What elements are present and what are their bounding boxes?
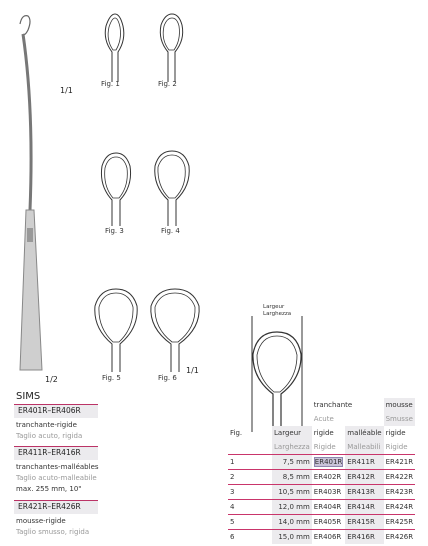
row-fig: 6 bbox=[228, 530, 272, 545]
group-3-desc-it: Taglio smusso, rigida bbox=[16, 528, 90, 536]
row-code-mousse: ER422R bbox=[384, 470, 416, 485]
curette-instrument-drawing bbox=[0, 0, 70, 380]
row-width: 12,0 mm bbox=[272, 500, 312, 515]
row-code-malleable: ER416R bbox=[345, 530, 383, 545]
table-row bbox=[228, 455, 415, 470]
group-header-tranchante: tranchante bbox=[313, 401, 353, 409]
fig-4-tip bbox=[150, 148, 194, 228]
row-code-malleable: ER412R bbox=[345, 470, 383, 485]
width-label-fr: Largeur bbox=[263, 304, 285, 310]
table-row bbox=[228, 500, 415, 515]
row-code-mousse: ER425R bbox=[384, 515, 416, 530]
col-header-rigide-it: Rigide bbox=[313, 443, 336, 451]
row-code-malleable: ER414R bbox=[345, 500, 383, 515]
row-width: 14,0 mm bbox=[272, 515, 312, 530]
fig-4-label: Fig. 4 bbox=[161, 227, 180, 235]
scale-label-handle: 1/2 bbox=[45, 375, 58, 384]
row-width: 15,0 mm bbox=[272, 530, 312, 545]
row-fig: 3 bbox=[228, 485, 272, 500]
row-code-malleable: ER411R bbox=[345, 455, 383, 470]
fig-2-label: Fig. 2 bbox=[158, 80, 177, 88]
fig-1-tip bbox=[100, 12, 130, 84]
group-2-max-length: max. 255 mm, 10" bbox=[16, 485, 82, 493]
row-code-mousse: ER421R bbox=[384, 455, 416, 470]
fig-5-tip bbox=[90, 286, 142, 374]
row-width: 10,5 mm bbox=[272, 485, 312, 500]
row-code-malleable: ER413R bbox=[345, 485, 383, 500]
fig-2-tip bbox=[155, 12, 189, 84]
table-header-sub-it bbox=[228, 440, 415, 455]
row-code-rigide: ER406R bbox=[312, 530, 346, 545]
spec-table-wrapper bbox=[228, 398, 415, 544]
table-header-sub bbox=[228, 426, 415, 440]
row-code-rigide: ER403R bbox=[312, 485, 346, 500]
row-fig: 4 bbox=[228, 500, 272, 515]
col-header-fig: Fig. bbox=[230, 429, 243, 437]
instrument-name: SIMS bbox=[16, 391, 41, 402]
col-header-rigide-2: rigide bbox=[385, 429, 406, 437]
curette-shaft bbox=[23, 34, 31, 210]
group-1-code: ER401R–ER406R bbox=[14, 404, 98, 418]
col-header-rigide-2-it: Rigide bbox=[385, 443, 408, 451]
col-header-malleable: malléable bbox=[345, 426, 383, 440]
row-code-rigide: ER405R bbox=[312, 515, 346, 530]
row-fig: 5 bbox=[228, 515, 272, 530]
width-label-it: Larghezza bbox=[263, 311, 292, 317]
col-header-width-it: Larghezza bbox=[272, 440, 312, 455]
scale-label-fig6: 1/1 bbox=[186, 366, 199, 375]
row-code-mousse: ER426R bbox=[384, 530, 416, 545]
row-fig: 1 bbox=[228, 455, 272, 470]
col-header-malleable-it: Malleabili bbox=[345, 440, 383, 455]
row-fig: 2 bbox=[228, 470, 272, 485]
table-row bbox=[228, 470, 415, 485]
scale-label-top: 1/1 bbox=[60, 86, 73, 95]
group-3-desc-fr: mousse-rigide bbox=[16, 517, 66, 525]
group-header-mousse-it: Smusse bbox=[384, 412, 416, 426]
fig-6-label: Fig. 6 bbox=[158, 374, 177, 382]
row-code-rigide: ER402R bbox=[312, 470, 346, 485]
row-code-malleable: ER415R bbox=[345, 515, 383, 530]
table-header-group bbox=[228, 398, 415, 412]
handle-brand-mark bbox=[27, 228, 33, 242]
row-width: 7,5 mm bbox=[272, 455, 312, 470]
group-2-desc-it: Taglio acuto-malleabile bbox=[16, 474, 97, 482]
group-2-desc-fr: tranchantes-malléables bbox=[16, 463, 99, 471]
spec-table bbox=[228, 398, 415, 544]
group-1-desc-fr: tranchante-rigide bbox=[16, 421, 77, 429]
fig-3-tip bbox=[96, 150, 136, 228]
row-width: 8,5 mm bbox=[272, 470, 312, 485]
fig-3-label: Fig. 3 bbox=[105, 227, 124, 235]
col-header-width: Largeur bbox=[272, 426, 312, 440]
row-code-rigide: ER404R bbox=[312, 500, 346, 515]
group-header-mousse: mousse bbox=[384, 398, 416, 412]
table-header-group-it bbox=[228, 412, 415, 426]
row-code-rigide: ER401R bbox=[314, 458, 343, 466]
group-2-code: ER411R–ER416R bbox=[14, 446, 98, 460]
group-1-desc-it: Taglio acuto, rigida bbox=[16, 432, 83, 440]
group-header-tranchante-it: Acute bbox=[313, 415, 334, 423]
table-row bbox=[228, 530, 415, 545]
table-row bbox=[228, 485, 415, 500]
group-3-code: ER421R–ER426R bbox=[14, 500, 98, 514]
row-code-mousse: ER423R bbox=[384, 485, 416, 500]
fig-5-label: Fig. 5 bbox=[102, 374, 121, 382]
row-code-mousse: ER424R bbox=[384, 500, 416, 515]
col-header-rigide: rigide bbox=[313, 429, 334, 437]
fig-6-tip bbox=[146, 286, 204, 374]
curette-loop-head bbox=[20, 16, 30, 35]
table-row bbox=[228, 515, 415, 530]
fig-1-label: Fig. 1 bbox=[101, 80, 120, 88]
